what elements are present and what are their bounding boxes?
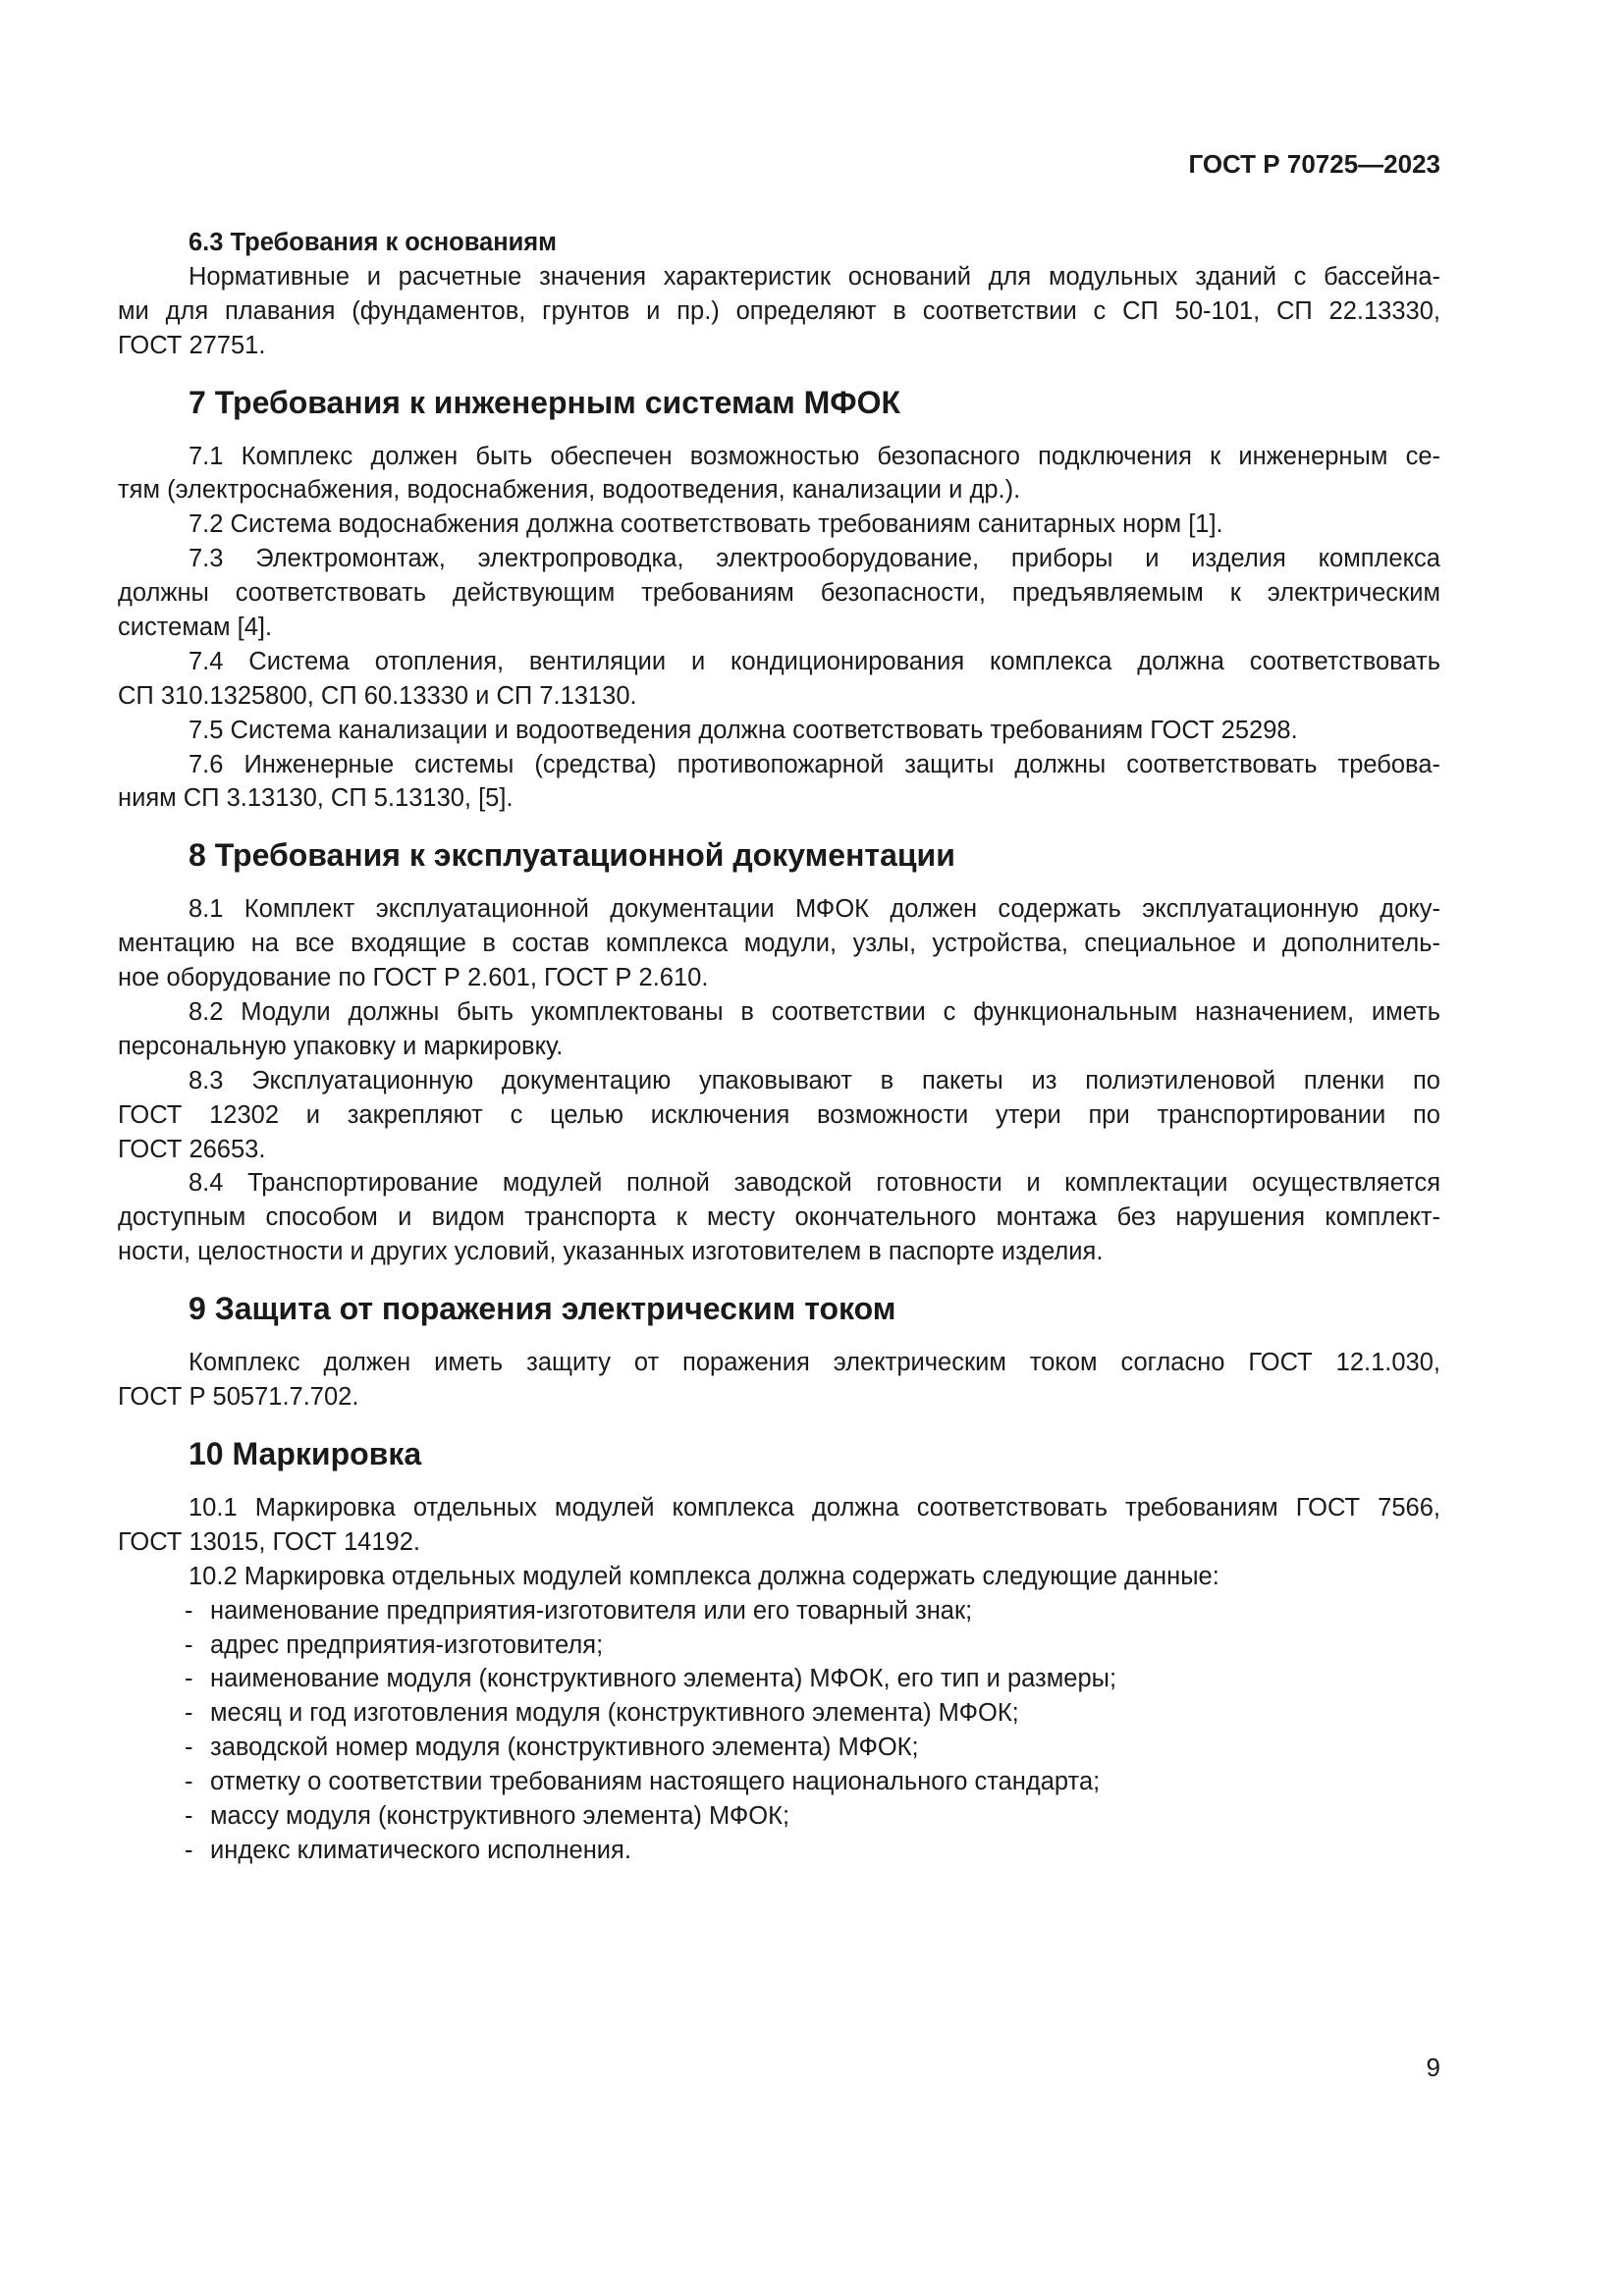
text-line: ности, целостности и других условий, указанных изготовителем в паспорте изделия.	[118, 1238, 1104, 1266]
text-line: доступным способом и видом транспорта к месту окончательного монтажа без нарушения комплект-	[118, 1203, 1440, 1232]
paragraph-7-1	[118, 440, 1440, 508]
list-item-text: отметку о соответствии требованиям настоящего национального стандарта;	[210, 1768, 1101, 1796]
text-line: 7.5 Система канализации и водоотведения должна соответствовать требованиям ГОСТ 25298.	[189, 716, 1298, 744]
text-line: ГОСТ 12302 и закрепляют с целью исключения возможности утери при транспортировании по	[118, 1100, 1440, 1129]
text-line: 8.3 Эксплуатационную документацию упаковывают в пакеты из полиэтиленовой пленки по	[189, 1066, 1440, 1095]
list-item-text: месяц и год изготовления модуля (конструктивного элемента) МФОК;	[210, 1699, 1019, 1728]
text-line: 7.2 Система водоснабжения должна соответствовать требованиям санитарных норм [1].	[189, 510, 1223, 539]
text-line: 8.2 Модули должны быть укомплектованы в соответствии с функциональным назначением, иметь	[189, 998, 1440, 1027]
list-item	[118, 1834, 1440, 1868]
list-item	[118, 1594, 1440, 1629]
section-title-9: 9 Защита от поражения электрическим током	[189, 1291, 896, 1327]
text-line: должны соответствовать действующим требованиям безопасности, предъявляемым к электрическим	[118, 579, 1440, 608]
paragraph-8-4	[118, 1166, 1440, 1269]
text-line: персональную упаковку и маркировку.	[118, 1032, 564, 1060]
text-line: ГОСТ Р 50571.7.702.	[118, 1383, 359, 1412]
paragraph-8-2	[118, 995, 1440, 1064]
list-item	[118, 1765, 1440, 1799]
dash-bullet: -	[185, 1836, 193, 1864]
text-line: 7.3 Электромонтаж, электропроводка, электрооборудование, приборы и изделия комплекса	[189, 545, 1440, 573]
list-item	[118, 1799, 1440, 1834]
list-item-text: наименование предприятия-изготовителя или его товарный знак;	[210, 1596, 973, 1625]
text-line: Нормативные и расчетные значения характеристик оснований для модульных зданий с бассейна-	[189, 262, 1440, 291]
section-title-10: 10 Маркировка	[189, 1435, 422, 1471]
text-line: 7.1 Комплекс должен быть обеспечен возможностью безопасного подключения к инженерным се-	[189, 442, 1440, 470]
dash-bullet: -	[185, 1768, 193, 1796]
text-line: 7.6 Инженерные системы (средства) противопожарной защиты должны соответствовать требова-	[189, 750, 1440, 778]
text-line: 8.4 Транспортирование модулей полной заводской готовности и комплектации осуществляется	[189, 1169, 1440, 1198]
text-line: ГОСТ 26653.	[118, 1135, 266, 1163]
list-item	[118, 1731, 1440, 1765]
paragraph-7-4	[118, 645, 1440, 714]
paragraph-10-2	[118, 1560, 1440, 1594]
dash-bullet: -	[185, 1630, 193, 1659]
text-line: ГОСТ 27751.	[118, 331, 266, 359]
list-item-text: наименование модуля (конструктивного элемента) МФОК, его тип и размеры;	[210, 1665, 1117, 1693]
list-item-text: массу модуля (конструктивного элемента) МФОК;	[210, 1801, 790, 1830]
list-item-text: заводской номер модуля (конструктивного элемента) МФОК;	[210, 1734, 919, 1762]
text-line: ное оборудование по ГОСТ Р 2.601, ГОСТ Р 2.610.	[118, 964, 709, 992]
page-content	[118, 226, 1440, 1868]
page-number: 9	[1426, 2053, 1440, 2082]
text-line: системам [4].	[118, 614, 273, 642]
text-line: 10.2 Маркировка отдельных модулей комплекса должна содержать следующие данные:	[189, 1562, 1219, 1590]
paragraph-7-6	[118, 748, 1440, 817]
paragraph-6-3	[118, 260, 1440, 363]
paragraph-8-3	[118, 1064, 1440, 1167]
text-line: Комплекс должен иметь защиту от поражения электрическим током согласно ГОСТ 12.1.030,	[189, 1349, 1440, 1377]
text-line: ми для плавания (фундаментов, грунтов и пр.) определяют в соответствии с СП 50-101, СП 22.13330,	[118, 296, 1440, 325]
text-line: ментацию на все входящие в состав комплекса модули, узлы, устройства, специальное и дополнитель-	[118, 930, 1440, 958]
list-item	[118, 1696, 1440, 1731]
paragraph-9	[118, 1346, 1440, 1415]
dash-bullet: -	[185, 1734, 193, 1762]
text-line: 7.4 Система отопления, вентиляции и кондиционирования комплекса должна соответствовать	[189, 647, 1440, 675]
paragraph-8-1	[118, 892, 1440, 995]
text-line: ниям СП 3.13130, СП 5.13130, [5].	[118, 784, 514, 813]
dash-bullet: -	[185, 1699, 193, 1728]
text-line: 8.1 Комплект эксплуатационной документации МФОК должен содержать эксплуатационную доку-	[189, 895, 1440, 924]
dash-bullet: -	[185, 1801, 193, 1830]
text-line: ГОСТ 13015, ГОСТ 14192.	[118, 1527, 420, 1556]
paragraph-7-2	[118, 507, 1440, 542]
list-item	[118, 1662, 1440, 1696]
subsection-title-6-3: 6.3 Требования к основаниям	[189, 229, 558, 256]
text-line: 10.1 Маркировка отдельных модулей комплекса должна соответствовать требованиям ГОСТ 7566,	[189, 1493, 1440, 1522]
section-title-8: 8 Требования к эксплуатационной документации	[189, 837, 955, 874]
dash-bullet: -	[185, 1665, 193, 1693]
marking-data-list	[118, 1594, 1440, 1868]
text-line: СП 310.1325800, СП 60.13330 и СП 7.13130.	[118, 681, 637, 710]
list-item-text: индекс климатического исполнения.	[210, 1836, 631, 1864]
dash-bullet: -	[185, 1596, 193, 1625]
paragraph-7-3	[118, 542, 1440, 645]
text-line: тям (электроснабжения, водоснабжения, водоотведения, канализации и др.).	[118, 476, 1021, 505]
paragraph-7-5	[118, 714, 1440, 748]
list-item	[118, 1629, 1440, 1663]
list-item-text: адрес предприятия-изготовителя;	[210, 1630, 604, 1659]
section-title-7: 7 Требования к инженерным системам МФОК	[189, 384, 901, 420]
document-code: ГОСТ Р 70725—2023	[1188, 149, 1440, 179]
paragraph-10-1	[118, 1491, 1440, 1560]
